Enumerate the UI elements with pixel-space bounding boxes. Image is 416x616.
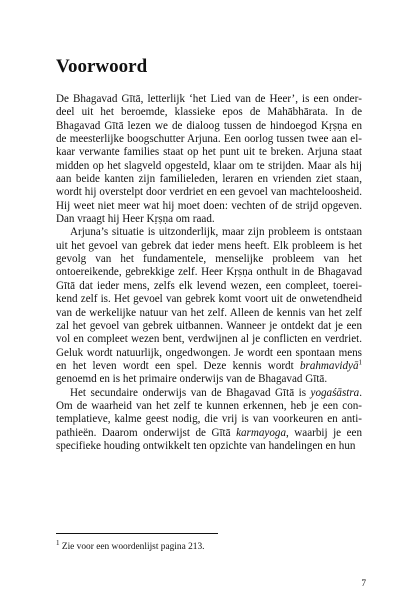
paragraph-2-text-a: Arjuna’s situatie is uitzonderlijk, maar zijn probleem is ontstaan uit het gevoel van gebrek dat ieder mens heeft. Elk probleem is het gevolg van het fundamentele, menselijke probleem van het ontoereikende, gebrekkige zelf. Heer Kṛṣṇa onthult in de Bhagavad Gītā dat ieder mens, zelfs elk levend wezen, een compleet, toereikend zelf is. Het gevoel van gebrek komt voort uit de onwetendheid van de werkelijke natuur van het zelf. Alleen de kennis van het zelf zal het gevoel van gebrek uitbannen. Wanneer je ontdekt dat je een vol en compleet wezen bent, verdwijnen al je conflicten en verdriet. Geluk wordt natuurlijk, ongedwongen. Je wordt een spontaan mens en het leven wordt een spel. Deze kennis wordt: [56, 226, 362, 372]
term-brahmavidya: brahmavidyā: [299, 359, 359, 372]
footnote-divider: [56, 533, 218, 534]
footnote: [56, 538, 362, 553]
paragraph-3-text-a: Het secundaire onderwijs van de Bhagavad Gītā is: [70, 386, 311, 399]
paragraph-3-text-c: , waarbij je een specifieke houding ontwikkelt ten opzichte van handelingen en hun: [56, 426, 362, 452]
chapter-title: Voorwoord: [56, 56, 148, 77]
footnote-text: Zie voor een woordenlijst pagina 213.: [59, 542, 205, 552]
footnote-marker: 1: [56, 538, 60, 547]
paragraph-2-text-b: genoemd en is het primaire onderwijs van de Bhagavad Gītā.: [56, 373, 328, 386]
term-yogasastra: yogaśāstra: [310, 386, 360, 399]
footnote-reference: 1: [358, 358, 362, 367]
page-number: 7: [361, 579, 366, 589]
paragraph-2: [56, 226, 362, 386]
paragraph-1: De Bhagavad Gītā, letterlijk ‘het Lied van de Heer’, is een onderdeel uit het beroemde, klassieke epos de Mahābhārata. In de Bhagavad Gītā lezen we de dialoog tussen de hindoegod Kṛṣṇa en de meesterlijke boogschutter Arjuna. Een oorlog tussen twee aan elkaar verwante families staat op het punt uit te breken. Arjuna staat midden op het slagveld opgesteld, klaar om te strijden. Maar als hij aan beide kanten zijn familieleden, leraren en vrienden ziet staan, wordt hij overstelpt door verdriet en een gevoel van machteloosheid. Hij weet niet meer wat hij moet doen: vechten of de strijd opgeven. Dan vraagt hij Heer Kṛṣṇa om raad.: [56, 93, 362, 226]
term-karmayoga: karmayoga: [236, 426, 286, 439]
paragraph-3: [56, 387, 362, 454]
body-text: [56, 93, 362, 453]
paragraph-3-text-b: . Om de waarheid van het zelf te kunnen erkennen, heb je een contemplatieve, kalme geest nodig, die vrij is van voorkeuren en antipathieën. Daarom onderwijst de Gītā: [56, 386, 362, 439]
